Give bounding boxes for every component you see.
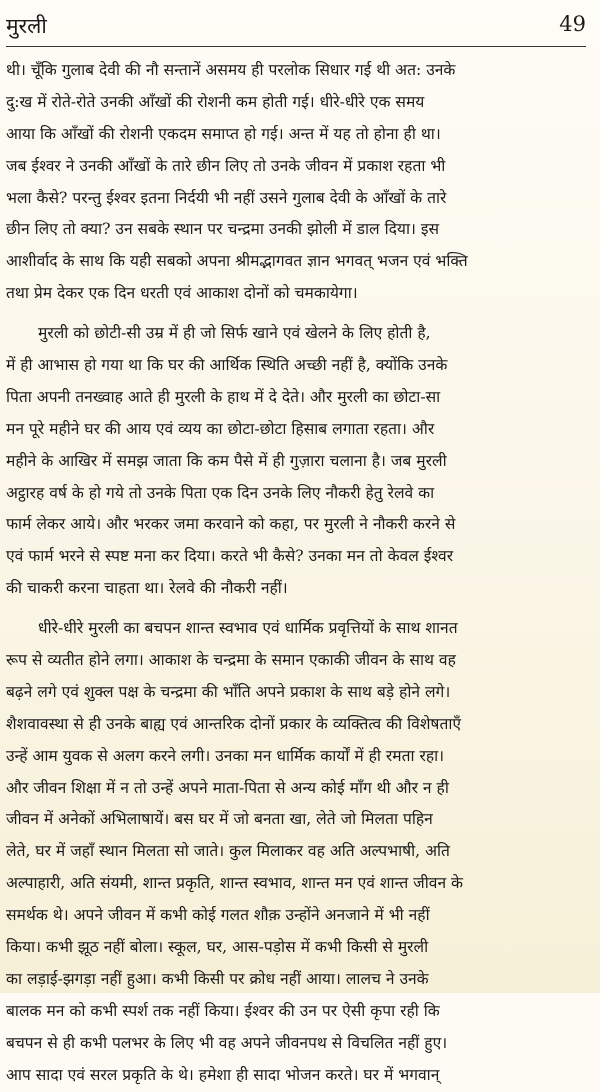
paragraph-gap <box>6 310 594 318</box>
paragraph-gap <box>6 605 594 613</box>
text-line: आप सादा एवं सरल प्रकृति के थे। हमेशा ही सादा भोजन करते। घर में भगवान् <box>6 1065 440 1084</box>
text-line: महीने के आखिर में समझ जाता कि कम पैसे में ही गुज़ारा चलाना है। जब मुरली <box>6 451 447 470</box>
text-line: छीन लिए तो क्या? उन सबके स्थान पर चन्द्रमा उनकी झोली में डाल दिया। इस <box>6 220 440 239</box>
text-line: शैशवावस्था से ही उनके बाह्य एवं आन्तरिक दोनों प्रकार के व्यक्तित्व की विशेषताएँ <box>6 714 462 733</box>
body-text <box>6 55 594 1092</box>
text-line: आया कि आँखों की रोशनी एकदम समाप्त हो गई। अन्त में यह तो होना ही था। <box>6 124 441 143</box>
text-line: थी। चूँकि गुलाब देवी की नौ सन्तानें असमय ही परलोक सिधार गई थी अत: उनके <box>6 61 456 79</box>
text-line: अट्ठारह वर्ष के हो गये तो उनके पिता एक दिन उनके लिए नौकरी हेतु रेलवे का <box>6 483 435 502</box>
text-line: रूप से व्यतीत होने लगा। आकाश के चन्द्रमा के समान एकाकी जीवन के साथ वह <box>6 651 456 670</box>
page-header <box>6 6 586 47</box>
text-line: और जीवन शिक्षा में न तो उन्हें अपने माता-पिता से अन्य कोई माँग थी और न ही <box>6 778 449 797</box>
text-line: तथा प्रेम देकर एक दिन धरती एवं आकाश दोनों को चमकायेगा। <box>6 284 358 303</box>
text-line: की चाकरी करना चाहता था। रेलवे की नौकरी नहीं। <box>6 579 288 598</box>
text-line: उन्हें आम युवक से अलग करने लगी। उनका मन धार्मिक कार्यों में ही रमता रहा। <box>6 746 445 765</box>
text-line: लेते, घर में जहाँ स्थान मिलता सो जाते। कुल मिलाकर वह अति अल्पभाषी, अति <box>6 842 450 861</box>
text-line: बढ़ने लगे एवं शुक्ल पक्ष के चन्द्रमा की भाँति अपने प्रकाश के साथ बड़े होने लगे। <box>6 682 451 701</box>
text-line: बचपन से ही कभी पलभर के लिए भी वह अपने जीवनपथ से विचलित नहीं हुए। <box>6 1033 448 1052</box>
text-line: फार्म लेकर आये। और भरकर जमा करवाने को कहा, पर मुरली ने नौकरी करने से <box>6 515 456 534</box>
text-line: मुरली को छोटी-सी उम्र में ही जो सिर्फ खाने एवं खेलने के लिए होती है, <box>38 324 431 343</box>
text-line: पिता अपनी तनख्वाह आते ही मुरली के हाथ में दे देते। और मुरली का छोटा-सा <box>6 387 441 406</box>
page-number: 49 <box>559 12 586 36</box>
text-line: जीवन में अनेकों अभिलाषायें। बस घर में जो बनता खा, लेते जो मिलता पहिन <box>6 810 433 829</box>
text-line: अल्पाहारी, अति संयमी, शान्त प्रकृति, शान्त स्वभाव, शान्त मन एवं शान्त जीवन के <box>6 874 464 893</box>
text-line: मन पूरे महीने घर की आय एवं व्यय का छोटा-छोटा हिसाब लगाता रहता। और <box>6 419 435 438</box>
text-line: दु:ख में रोते-रोते उनकी आँखों की रोशनी कम होती गई। धीरे-धीरे एक समय <box>6 92 425 111</box>
text-line: भला कैसे? परन्तु ईश्वर इतना निर्दयी भी नहीं उसने गुलाब देवी के आँखों के तारे <box>6 188 447 207</box>
text-line: एवं फार्म भरने से स्पष्ट मना कर दिया। करते भी कैसे? उनका मन तो केवल ईश्वर <box>6 547 454 566</box>
text-line: धीरे-धीरे मुरली का बचपन शान्त स्वभाव एवं धार्मिक प्रवृत्तियों के साथ शानत <box>38 619 458 638</box>
text-line: समर्थक थे। अपने जीवन में कभी कोई गलत शौक़ उन्होंने अनजाने में भी नहीं <box>6 906 430 925</box>
text-line: जब ईश्वर ने उनकी आँखों के तारे छीन लिए तो उनके जीवन में प्रकाश रहता भी <box>6 156 446 175</box>
text-line: बालक मन को कभी स्पर्श तक नहीं किया। ईश्वर की उन पर ऐसी कृपा रही कि <box>6 1001 440 1020</box>
paragraph-2 <box>6 318 594 605</box>
text-line: आशीर्वाद के साथ कि यही सबको अपना श्रीमद्भागवत ज्ञान भगवत् भजन एवं भक्ति <box>6 252 468 271</box>
text-line: किया। कभी झूठ नहीं बोला। स्कूल, घर, आस-पड़ोस में कभी किसी से मुरली <box>6 938 429 957</box>
paragraph-3 <box>6 613 594 1091</box>
text-line: में ही आभास हो गया था कि घर की आर्थिक स्थिति अच्छी नहीं है, क्योंकि उनके <box>6 356 448 375</box>
paragraph-1 <box>6 55 594 310</box>
text-line: का लड़ाई-झगड़ा नहीं हुआ। कभी किसी पर क्रोध नहीं आया। लालच ने उनके <box>6 969 429 988</box>
running-title: मुरली <box>6 14 47 38</box>
